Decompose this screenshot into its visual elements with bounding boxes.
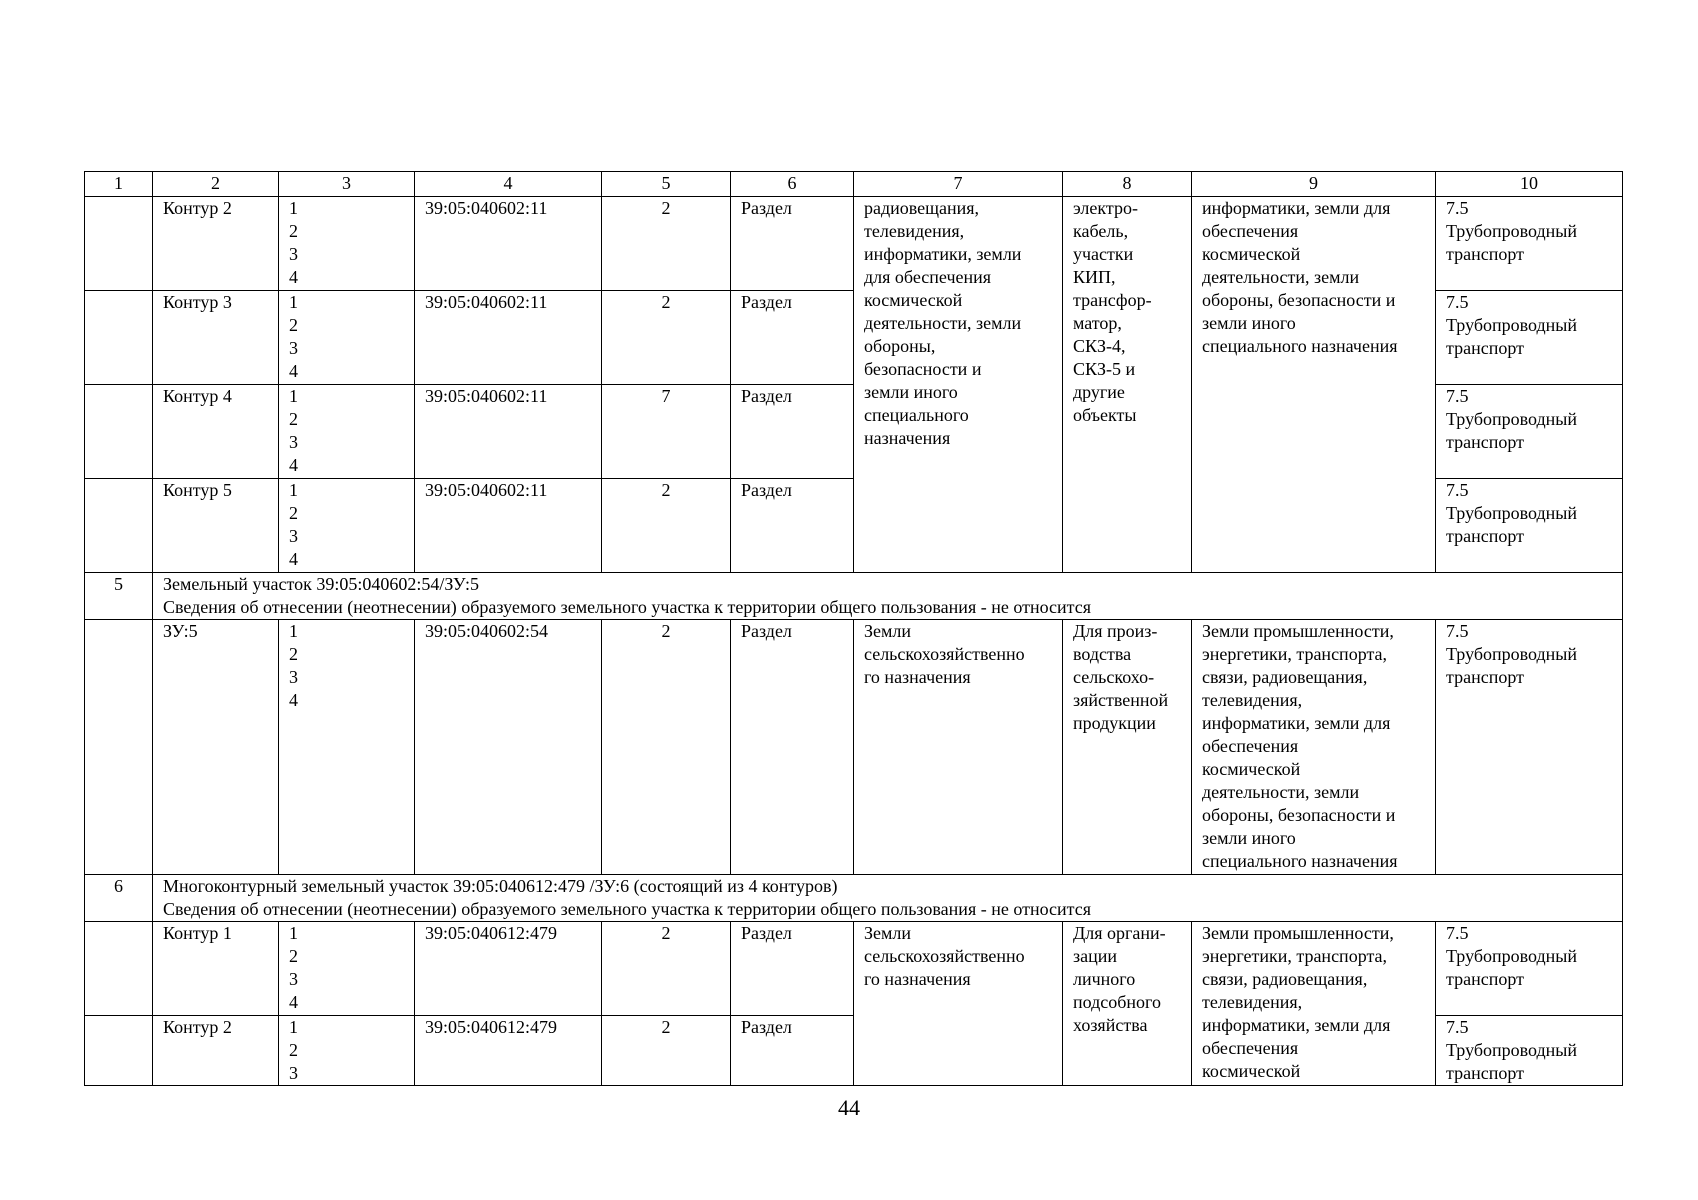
plot-name-cell: ЗУ:5 (153, 620, 279, 875)
land-plots-table (84, 171, 1623, 1086)
count-cell: 2 (602, 1016, 731, 1086)
row-number-cell (85, 385, 153, 479)
row-number-cell (85, 1016, 153, 1086)
cadastral-number-cell: 39:05:040602:11 (415, 479, 602, 573)
cadastral-number-cell: 39:05:040602:54 (415, 620, 602, 875)
land-category-cell: радиовещания, телевидения, информатики, земли для обеспечения космической деятельности, земли обороны, безопасности и земли иного специального назначения (854, 197, 1063, 573)
count-cell: 2 (602, 620, 731, 875)
contour-name-cell: Контур 5 (153, 479, 279, 573)
section-note: Сведения об отнесении (неотнесении) образуемого земельного участка к территории общего пользования - не относится (163, 597, 1092, 617)
document-page (84, 171, 1622, 1086)
contour-name-cell: Контур 2 (153, 1016, 279, 1086)
method-cell: Раздел (731, 291, 854, 385)
use-code-cell: 7.5 Трубопроводный транспорт (1436, 385, 1623, 479)
contour-name-cell: Контур 4 (153, 385, 279, 479)
row-number-cell (85, 922, 153, 1016)
row-number-cell (85, 197, 153, 291)
cadastral-number-cell: 39:05:040602:11 (415, 291, 602, 385)
cadastral-number-cell: 39:05:040602:11 (415, 197, 602, 291)
cadastral-number-cell: 39:05:040612:479 (415, 922, 602, 1016)
use-code-cell: 7.5 Трубопроводный транспорт (1436, 479, 1623, 573)
section-header-row (85, 573, 1623, 620)
use-code-cell: 7.5 Трубопроводный транспорт (1436, 197, 1623, 291)
use-code-cell: 7.5 Трубопроводный транспорт (1436, 620, 1623, 875)
header-cell: 5 (602, 172, 731, 197)
permitted-use-cell: Для произ- водства сельскохо- зяйственной продукции (1063, 620, 1192, 875)
section-description (153, 875, 1623, 922)
header-cell: 6 (731, 172, 854, 197)
land-category-cell: Земли сельскохозяйственно го назначения (854, 922, 1063, 1086)
points-cell: 1 2 3 4 (279, 385, 415, 479)
contour-name-cell: Контур 3 (153, 291, 279, 385)
points-cell: 1 2 3 4 (279, 922, 415, 1016)
section-title: Многоконтурный земельный участок 39:05:040612:479 /ЗУ:6 (состоящий из 4 контуров) (163, 876, 838, 896)
points-cell: 1 2 3 4 (279, 620, 415, 875)
header-cell: 10 (1436, 172, 1623, 197)
contour-name-cell: Контур 1 (153, 922, 279, 1016)
row-number-cell (85, 479, 153, 573)
points-cell: 1 2 3 4 (279, 291, 415, 385)
section-title: Земельный участок 39:05:040602:54/ЗУ:5 (163, 574, 479, 594)
use-code-cell: 7.5 Трубопроводный транспорт (1436, 922, 1623, 1016)
permitted-use-cell: Для органи- зации личного подсобного хозяйства (1063, 922, 1192, 1086)
count-cell: 7 (602, 385, 731, 479)
section-header-row (85, 875, 1623, 922)
points-cell: 1 2 3 4 (279, 479, 415, 573)
count-cell: 2 (602, 479, 731, 573)
cadastral-number-cell: 39:05:040602:11 (415, 385, 602, 479)
column-number-row (85, 172, 1623, 197)
points-cell: 1 2 3 4 (279, 197, 415, 291)
count-cell: 2 (602, 291, 731, 385)
method-cell: Раздел (731, 479, 854, 573)
section-number: 5 (85, 573, 153, 620)
section-note: Сведения об отнесении (неотнесении) образуемого земельного участка к территории общего пользования - не относится (163, 899, 1092, 919)
count-cell: 2 (602, 922, 731, 1016)
use-code-cell: 7.5 Трубопроводный транспорт (1436, 291, 1623, 385)
header-cell: 7 (854, 172, 1063, 197)
count-cell: 2 (602, 197, 731, 291)
header-cell: 2 (153, 172, 279, 197)
table-row (85, 620, 1623, 875)
section-description (153, 573, 1623, 620)
method-cell: Раздел (731, 385, 854, 479)
new-category-cell: Земли промышленности, энергетики, транспорта, связи, радиовещания, телевидения, информатики, земли для обеспечения космической деятельности, земли обороны, безопасности и земли иного специального назначения (1192, 620, 1436, 875)
method-cell: Раздел (731, 1016, 854, 1086)
method-cell: Раздел (731, 922, 854, 1016)
header-cell: 8 (1063, 172, 1192, 197)
section-number: 6 (85, 875, 153, 922)
header-cell: 1 (85, 172, 153, 197)
new-category-cell: информатики, земли для обеспечения космической деятельности, земли обороны, безопасности и земли иного специального назначения (1192, 197, 1436, 573)
header-cell: 9 (1192, 172, 1436, 197)
page-number: 44 (838, 1095, 860, 1120)
row-number-cell (85, 620, 153, 875)
method-cell: Раздел (731, 197, 854, 291)
land-category-cell: Земли сельскохозяйственно го назначения (854, 620, 1063, 875)
contour-name-cell: Контур 2 (153, 197, 279, 291)
use-code-cell: 7.5 Трубопроводный транспорт (1436, 1016, 1623, 1086)
method-cell: Раздел (731, 620, 854, 875)
permitted-use-cell: электро- кабель, участки КИП, трансфор- матор, СКЗ-4, СКЗ-5 и другие объекты (1063, 197, 1192, 573)
points-cell: 1 2 3 (279, 1016, 415, 1086)
header-cell: 4 (415, 172, 602, 197)
table-row (85, 197, 1623, 291)
table-row (85, 922, 1623, 1016)
header-cell: 3 (279, 172, 415, 197)
new-category-cell: Земли промышленности, энергетики, транспорта, связи, радиовещания, телевидения, информатики, земли для обеспечения космической (1192, 922, 1436, 1086)
row-number-cell (85, 291, 153, 385)
cadastral-number-cell: 39:05:040612:479 (415, 1016, 602, 1086)
